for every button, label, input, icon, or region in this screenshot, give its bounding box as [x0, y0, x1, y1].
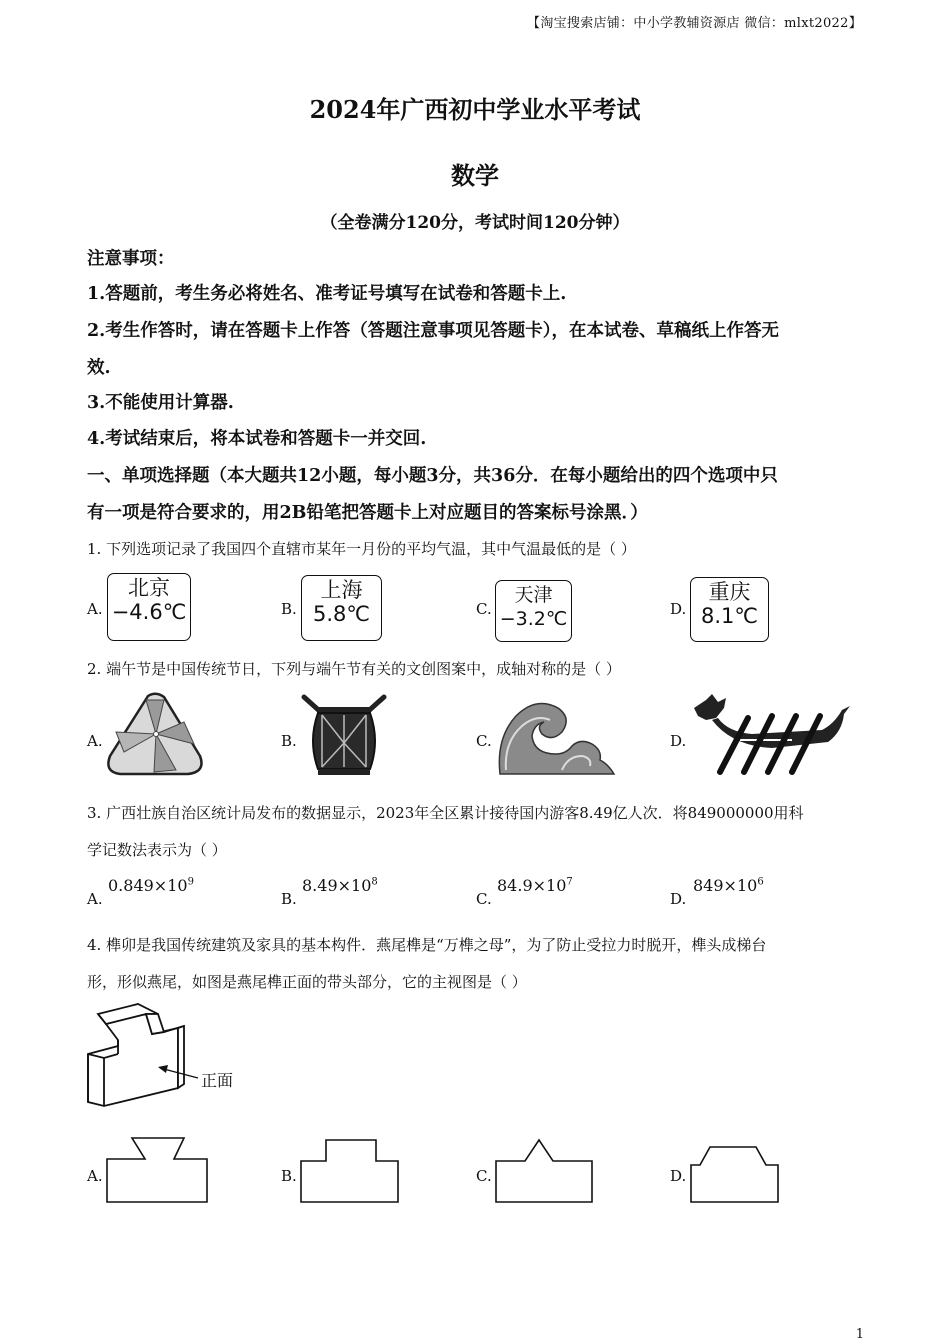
q3-option-c-value[interactable]	[497, 876, 573, 895]
q3-option-a-label[interactable]: A.	[87, 890, 103, 908]
q4-option-c-label[interactable]: C.	[476, 1167, 492, 1185]
dragon-boat-icon[interactable]	[692, 694, 852, 776]
q1-option-c-box[interactable]	[495, 580, 572, 642]
q2-stem: 2. 端午节是中国传统节日，下列与端午节有关的文创图案中，成轴对称的是（ ）	[87, 660, 621, 678]
q1-option-d-temp: 8.1℃	[701, 604, 758, 628]
q4-stem-line2: 形，形似燕尾，如图是燕尾榫正面的带头部分，它的主视图是（ ）	[87, 973, 527, 991]
section-heading-line1: 一、单项选择题（本大题共12小题，每小题3分，共36分．在每小题给出的四个选项中只	[87, 466, 778, 486]
subject-title: 数学	[451, 161, 499, 190]
section-heading-line2: 有一项是符合要求的，用2B铅笔把答题卡上对应题目的答案标号涂黑．）	[87, 503, 648, 523]
q1-option-d-city: 重庆	[708, 580, 751, 604]
q3-option-a-base: 0.849×10	[108, 876, 188, 895]
q1-option-a-box[interactable]	[107, 573, 191, 641]
q3-option-c-base: 84.9×10	[497, 876, 567, 895]
notice-item-4: 4.考试结束后，将本试卷和答题卡一并交回.	[87, 429, 427, 449]
notice-item-3: 3.不能使用计算器.	[87, 393, 234, 413]
q3-option-c-exp: 7	[566, 876, 573, 888]
wave-icon[interactable]	[496, 698, 614, 776]
q4-option-b-shape[interactable]	[300, 1138, 402, 1204]
q2-option-b-label[interactable]: B.	[281, 732, 297, 750]
q3-option-c-label[interactable]: C.	[476, 890, 492, 908]
q4-option-d-label[interactable]: D.	[670, 1167, 687, 1185]
q1-option-b-label[interactable]: B.	[281, 600, 297, 618]
q1-stem: 1. 下列选项记录了我国四个直辖市某年一月份的平均气温，其中气温最低的是（ ）	[87, 540, 636, 558]
q4-option-a-shape[interactable]	[106, 1136, 210, 1204]
q1-option-c-temp: −3.2℃	[499, 608, 568, 630]
q3-option-b-label[interactable]: B.	[281, 890, 297, 908]
q1-option-c-label[interactable]: C.	[476, 600, 492, 618]
q2-option-c-label[interactable]: C.	[476, 732, 492, 750]
notice-item-2: 2.考生作答时，请在答题卡上作答（答题注意事项见答题卡），在本试卷、草稿纸上作答无	[87, 321, 780, 341]
q1-option-c-city: 天津	[514, 584, 553, 606]
q3-stem-line2: 学记数法表示为（ ）	[87, 841, 227, 859]
exam-title: 2024年广西初中学业水平考试	[309, 95, 641, 124]
q2-option-a-label[interactable]: A.	[87, 732, 103, 750]
q3-option-a-exp: 9	[187, 876, 194, 888]
q3-option-b-exp: 8	[371, 876, 378, 888]
q1-option-a-label[interactable]: A.	[87, 600, 103, 618]
q3-option-d-exp: 6	[757, 876, 764, 888]
page-number: 1	[855, 1327, 864, 1342]
q1-option-b-city: 上海	[320, 578, 363, 602]
q3-stem-line1: 3. 广西壮族自治区统计局发布的数据显示，2023年全区累计接待国内游客8.49亿人次．将849000000用科	[87, 804, 804, 822]
q3-option-d-value[interactable]	[693, 876, 764, 895]
q4-stem-line1: 4. 榫卯是我国传统建筑及家具的基本构件．燕尾榫是“万榫之母”，为了防止受拉力时脱开，榫头成梯台	[87, 936, 767, 954]
notice-item-2-cont: 效.	[87, 358, 111, 378]
q4-option-d-shape[interactable]	[690, 1145, 782, 1205]
q3-option-d-base: 849×10	[693, 876, 758, 895]
front-label: 正面	[201, 1071, 234, 1090]
q4-option-a-label[interactable]: A.	[87, 1167, 103, 1185]
dovetail-joint-figure	[86, 1004, 196, 1108]
q1-option-a-city: 北京	[128, 576, 170, 600]
zongzi-icon[interactable]	[106, 692, 204, 776]
q3-option-a-value[interactable]	[108, 876, 194, 895]
notice-item-1: 1.答题前，考生务必将姓名、准考证号填写在试卷和答题卡上.	[87, 284, 567, 304]
q1-option-b-temp: 5.8℃	[313, 602, 370, 626]
q1-option-d-box[interactable]	[690, 577, 769, 642]
q1-option-b-box[interactable]	[301, 575, 382, 641]
q1-option-a-temp: −4.6℃	[111, 600, 187, 624]
header-note: 【淘宝搜索店铺：中小学教辅资源店 微信：mlxt2022】	[527, 16, 862, 31]
q3-option-d-label[interactable]: D.	[670, 890, 687, 908]
q3-option-b-value[interactable]	[302, 876, 378, 895]
q2-option-d-label[interactable]: D.	[670, 732, 687, 750]
notice-heading: 注意事项：	[87, 249, 175, 269]
exam-info: （全卷满分120分，考试时间120分钟）	[320, 213, 630, 233]
q3-option-b-base: 8.49×10	[302, 876, 372, 895]
q4-option-b-label[interactable]: B.	[281, 1167, 297, 1185]
q4-option-c-shape[interactable]	[495, 1138, 596, 1204]
q1-option-d-label[interactable]: D.	[670, 600, 687, 618]
drum-icon[interactable]	[302, 693, 386, 777]
